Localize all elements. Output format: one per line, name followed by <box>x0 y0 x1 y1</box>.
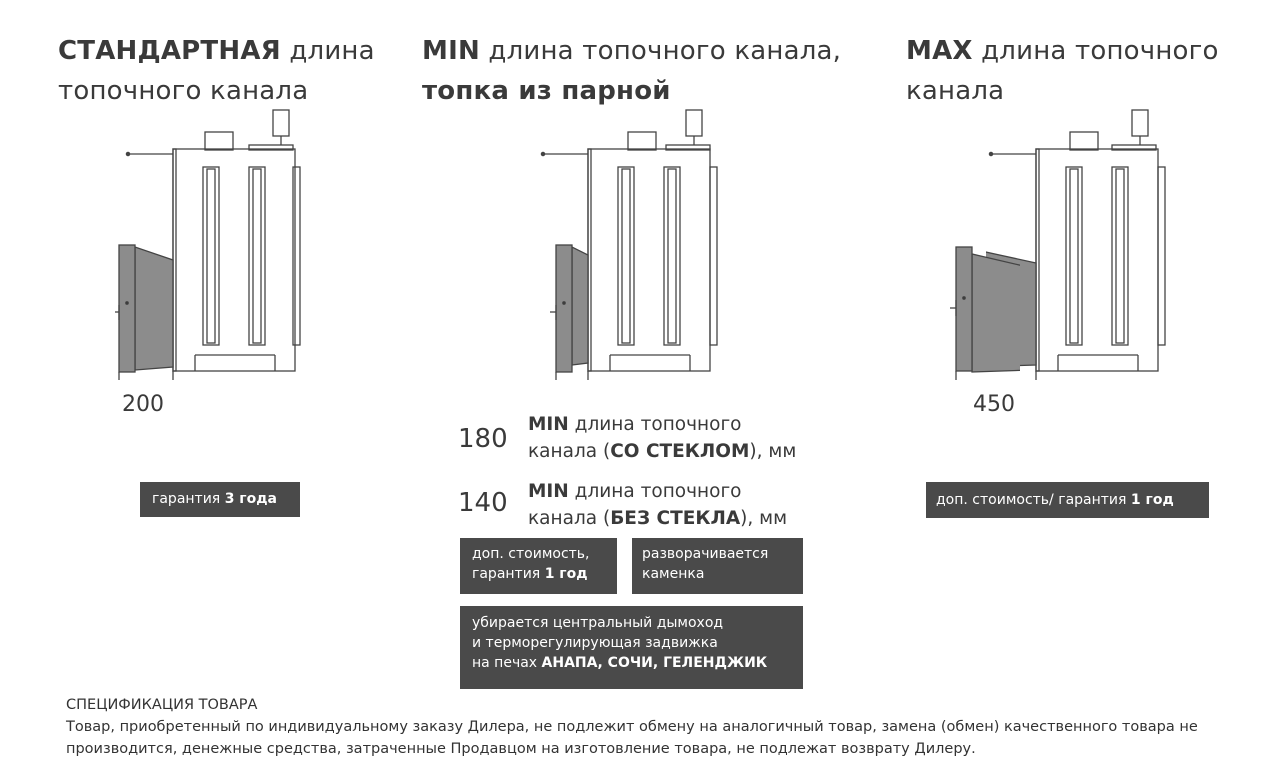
min-noglass-value: 140 <box>458 488 508 518</box>
min-noglass-description: MIN длина топочного канала (БЕЗ СТЕКЛА), мм <box>528 481 788 529</box>
stove-drawing-standard <box>115 105 315 380</box>
chimney-pipe <box>205 132 233 150</box>
stove-drawing-min <box>538 105 738 380</box>
stove-body <box>588 149 710 371</box>
spec-title: СПЕЦИФИКАЦИЯ ТОВАРА <box>66 697 258 713</box>
dimension-max: 450 <box>973 392 1015 417</box>
min-glass-description: MIN длина топочного канала (СО СТЕКЛОМ), мм <box>528 414 797 462</box>
fire-tunnel <box>135 247 173 370</box>
column-min-title: MIN длина топочного канала, топка из парной <box>422 36 842 106</box>
badge-warranty-max: доп. стоимость/ гарантия 1 год <box>926 482 1209 518</box>
badge-rotate-min: разворачивается каменка <box>632 538 803 594</box>
spec-text: Товар, приобретенный по индивидуальному заказу Дилера, не подлежит обмену на аналогичный товар, замена (обмен) качественного товара не производится, денежные средства, затраченные Продавцом на изготовление товара, не подлежат возврату Дилеру. <box>66 719 1198 757</box>
water-tank <box>273 110 289 136</box>
min-glass-value: 180 <box>458 424 508 454</box>
column-max-title: MAX длина топочного канала <box>906 36 1219 106</box>
column-standard-title: СТАНДАРТНАЯ длина топочного канала <box>58 36 375 106</box>
badge-warranty-standard: гарантия 3 года <box>140 482 300 517</box>
stove-body <box>1036 149 1158 371</box>
badge-remove-chimney: убирается центральный дымоход и терморегулирующая задвижка на печах АНАПА, СОЧИ, ГЕЛЕНДЖИК <box>460 606 803 689</box>
stove-max-tunnel-front <box>940 240 1020 380</box>
badge-cost-min: доп. стоимость, гарантия 1 год <box>460 538 617 594</box>
dimension-standard: 200 <box>122 392 164 417</box>
fire-tunnel <box>572 247 588 365</box>
stove-body <box>173 149 295 371</box>
